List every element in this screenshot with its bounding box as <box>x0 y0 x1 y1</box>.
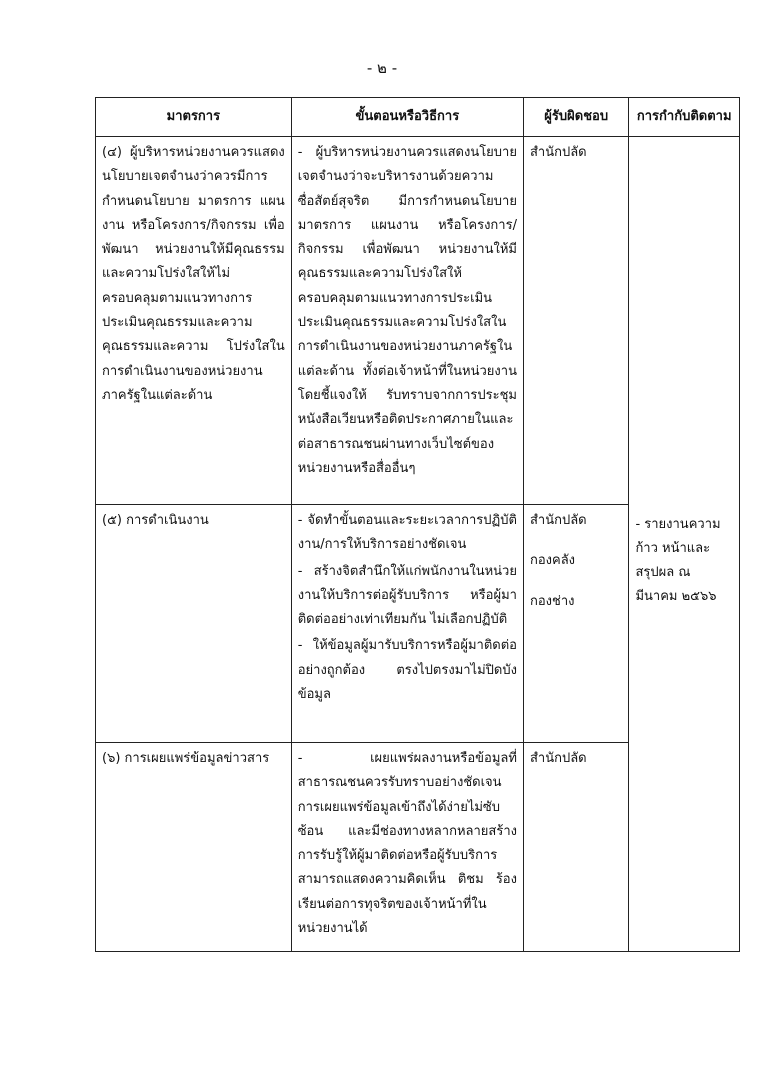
measure-cell <box>96 137 292 505</box>
steps-cell <box>291 137 523 505</box>
header-responsible: ผู้รับผิดชอบ <box>523 98 628 137</box>
step-text: - ให้ข้อมูลผู้มารับบริการหรือผู้มาติดต่ออย่างถูกต้อง ตรงไปตรงมาไม่ปิดบังข้อมูล <box>297 638 517 703</box>
responsible-cell <box>523 743 628 952</box>
follow-up-cell-bottom <box>629 743 740 952</box>
measure-cell <box>96 743 292 952</box>
page-number: - ๒ - <box>366 59 398 77</box>
table-row <box>96 137 740 505</box>
step-text: - สร้างจิตสำนึกให้แก่พนักงานในหน่วยงานให้บริการต่อผู้รับบริการ หรือผู้มาติดต่ออย่างเท่าเทียมกัน ไม่เลือกปฏิบัติ <box>297 563 517 628</box>
table-header-row <box>96 98 740 137</box>
responsible-unit: สำนักปลัด <box>529 751 587 766</box>
follow-up-cell <box>629 505 740 743</box>
table-row <box>96 505 740 743</box>
step-text: - เผยแพร่ผลงานหรือข้อมูลที่สาธารณชนควรรับทราบอย่างชัดเจน การเผยแพร่ข้อมูลเข้าถึงได้ง่ายไม่ซับซ้อน และมีช่องทางหลากหลายสร้างการรับรู้ให้ผู้มาติดต่อหรือผู้รับบริการสามารถแสดงความคิดเห็น ติชม ร้องเรียนต่อการทุจริตของเจ้าหน้าที่ในหน่วยงานได้ <box>297 751 517 937</box>
measure-cell <box>96 505 292 743</box>
header-steps: ขั้นตอนหรือวิธีการ <box>291 98 523 137</box>
header-measure: มาตรการ <box>96 98 292 137</box>
table-row <box>96 743 740 952</box>
responsible-unit: สำนักปลัด <box>529 145 587 160</box>
measures-table <box>95 97 740 952</box>
responsible-unit: สำนักปลัด <box>529 513 587 528</box>
steps-cell <box>291 743 523 952</box>
follow-up-text: - รายงานความก้าว หน้าและสรุปผล ณ มีนาคม ๒๕๖๖ <box>635 516 721 605</box>
responsible-unit: กองช่าง <box>529 593 575 609</box>
step-text: - จัดทำขั้นตอนและระยะเวลาการปฏิบัติงาน/การให้บริการอย่างชัดเจน <box>297 513 517 553</box>
responsible-cell <box>523 505 628 743</box>
follow-up-cell-top <box>629 137 740 505</box>
measure-text: (๔) ผู้บริหารหน่วยงานควรแสดงนโยบายเจตจำนงว่าควรมีการกำหนดนโยบาย มาตรการ แผนงาน หรือโครงการ/กิจกรรม เพื่อพัฒนา หน่วยงานให้มีคุณธรรมและความโปร่งใสให้ไม่ครอบคลุมตามแนวทางการประเมินคุณธรรมและความ คุณธรรมและความ โปร่งใสในการดำเนินงานของหน่วยงานภาครัฐในแต่ละด้าน <box>102 145 285 403</box>
header-follow-up: การกำกับติดตาม <box>629 98 740 137</box>
step-text: - ผู้บริหารหน่วยงานควรแสดงนโยบายเจตจำนงว่าจะบริหารงานด้วยความซื่อสัตย์สุจริต มีการกำหนดนโยบาย มาตรการ แผนงาน หรือโครงการ/กิจกรรม เพื่อพัฒนา หน่วยงานให้มีคุณธรรมและความโปร่งใสให้ครอบคลุมตามแนวทางการประเมินประเมินคุณธรรมและความโปร่งใสในการดำเนินงานของหน่วยงานภาครัฐในแต่ละด้าน ทั้งต่อเจ้าหน้าที่ในหน่วยงานโดยชี้แจงให้ รับทราบจากการประชุม หนังสือเวียนหรือติดประกาศภายในและต่อสาธารณชนผ่านทางเว็บไซต์ของหน่วยงานหรือสื่ออื่นๆ <box>297 145 517 476</box>
responsible-unit: กองคลัง <box>529 553 576 569</box>
measure-text: (๕) การดำเนินงาน <box>102 513 209 528</box>
responsible-cell <box>523 137 628 505</box>
measure-text: (๖) การเผยแพร่ข้อมูลข่าวสาร <box>102 751 270 766</box>
steps-cell <box>291 505 523 743</box>
